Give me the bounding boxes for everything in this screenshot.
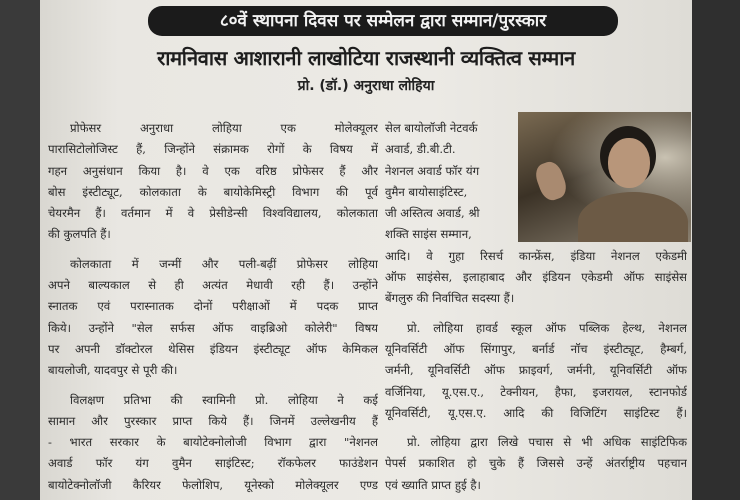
text-line: बेंगलुरु की निर्वाचित सदस्या हैं। [385, 291, 515, 306]
section-banner: ८०वें स्थापना दिवस पर सम्मेलन द्वारा सम्मान/पुरस्कार [148, 6, 618, 36]
text-line: बायलोजी, यादवपुर से पूरी की। [48, 363, 178, 378]
text-line: कोलकाता में जन्मीं और पली-बढ़ीं प्रोफेसर लोहिया [70, 256, 378, 271]
text-line: की कुलपति हैं। [48, 227, 111, 242]
text-line: पर अपनी डॉक्टोरल थेसिस इंडियन इंस्टीट्यूट ऑफ केमिकल [48, 341, 378, 356]
right-page-edge [692, 0, 740, 500]
portrait-photo [518, 112, 691, 242]
text-line: सामान और पुरस्कार प्राप्त किये हैं। जिनमें उल्लेखनीय हैं [48, 413, 378, 428]
left-page-edge [0, 0, 40, 500]
text-line: बायोटेक्नोलॉजी कैरियर फेलोशिप, यूनेस्को मोलेक्यूलर एण्ड [48, 477, 378, 492]
text-line: जी अस्तित्व अवार्ड, श्री [385, 206, 480, 221]
text-line: बोस इंस्टीट्यूट, कोलकाता के बायोकेमिस्ट्री विभाग की पूर्व [48, 184, 378, 199]
text-line: सेल बायोलॉजी नेटवर्क [385, 121, 478, 135]
text-line: प्रो. लोहिया द्वारा लिखे पचास से भी अधिक साइंटिफिक [407, 435, 687, 450]
text-line: वुमैन बायोसाइंटिस्ट, [385, 184, 468, 199]
text-line: नेशनल अवार्ड फॉर यंग [385, 163, 480, 178]
text-line: शक्ति साइंस सम्मान, [385, 227, 472, 242]
text-line: विलक्षण प्रतिभा की स्वामिनी प्रो. लोहिया ने कई [70, 392, 378, 407]
text-line: अपने बाल्यकाल से ही अत्यंत मेधावी रही हैं। उन्होंने [48, 278, 378, 293]
text-line: एवं ख्याति प्राप्त हुई है। [385, 477, 481, 492]
text-line: किये। उन्होंने "सेल सर्फस ऑफ वाइब्रिओ कोलेरी" विषय [48, 320, 378, 335]
article-headline: रामनिवास आशारानी लाखोटिया राजस्थानी व्यक्तित्व सम्मान [157, 46, 575, 70]
text-line: पारासिटोलोजिस्ट हैं, जिन्होंने संक्रामक रोगों के विषय में [48, 142, 378, 157]
text-line: अवार्ड फॉर यंग वुमैन साइंटिस्ट; रॉकफेलर फाउंडेशन [48, 456, 378, 471]
text-line: पेपर्स प्रकाशित हो चुके हैं जिससे उन्हें अंतर्राष्ट्रीय पहचान [385, 456, 687, 471]
text-line: यूनिवर्सिटी ऑफ सिंगापुर, बर्नार्ड नॉच इंस्टीट्यूट, हैम्बर्ग, [385, 341, 687, 356]
newspaper-page [40, 0, 692, 500]
text-line: वर्जिनिया, यू.एस.ए., टेक्नीयन, हैफा, इजरायल, स्टानफोर्ड [385, 384, 687, 399]
text-line: गहन अनुसंधान किया है। वे एक वरिष्ठ प्रोफेसर हैं और [48, 163, 378, 178]
left-column [48, 118, 378, 496]
text-line: स्नातक एवं परास्नातक दोनों परीक्षाओं में पदक प्राप्त [48, 299, 378, 314]
text-line: ऑफ साइंसेस, इलाहाबाद और इंडियन एकेडमी ऑफ साइंसेस [385, 270, 687, 285]
text-line: प्रोफेसर अनुराधा लोहिया एक मोलेक्यूलर [70, 121, 378, 135]
text-line: प्रो. लोहिया हावर्ड स्कूल ऑफ पब्लिक हेल्थ, नेशनल [407, 320, 687, 335]
text-line: जर्मनी, यूनिवर्सिटी ऑफ फ्राइवर्ग, जर्मनी, यूनिवर्सिटी ऑफ [385, 363, 687, 378]
text-line: - भारत सरकार के बायोटेक्नोलोजी विभाग द्वारा "नेशनल [48, 435, 378, 450]
text-line: चेयरमैन हैं। वर्तमान में वे प्रेसीडेन्सी विश्वविद्यालय, कोलकाता [48, 206, 378, 221]
text-line: अवार्ड, डी.बी.टी. [385, 142, 456, 157]
text-line: आदि। वे गुहा रिसर्च कान्फ्रेंस, इंडिया नेशनल एकेडमी [385, 248, 687, 263]
article-byline: प्रो. (डॉ.) अनुराधा लोहिया [297, 78, 435, 94]
text-line: यूनिवर्सिटी, यू.एस.ए. आदि की विजिटिंग साइंटिस्ट हैं। [385, 405, 687, 420]
